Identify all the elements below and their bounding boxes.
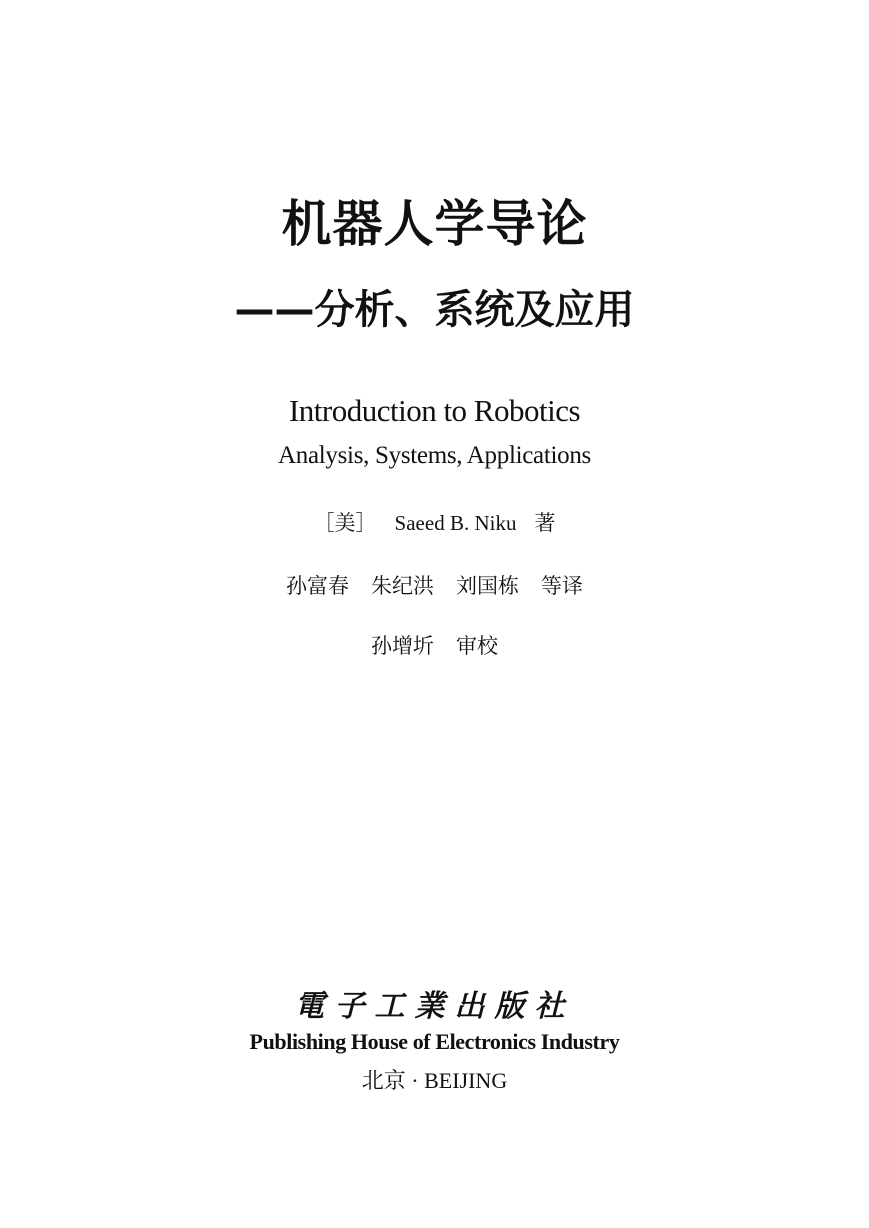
translator-name: 孙富春 <box>286 574 349 598</box>
book-title-chinese: 机器人学导论 <box>281 195 588 253</box>
publisher-name-chinese: 電子工業出版社 <box>294 989 575 1024</box>
author-nationality: ［美］ <box>313 511 377 535</box>
translators-line <box>0 568 869 604</box>
publisher-city: 北京 · BEIJING <box>361 1068 508 1093</box>
book-subtitle-english: Analysis, Systems, Applications <box>278 442 591 469</box>
book-title-english: Introduction to Robotics <box>288 393 581 428</box>
author-name: Saeed B. Niku <box>394 511 517 535</box>
translator-name: 刘国栋 <box>456 574 519 598</box>
reviewer-role: 审校 <box>456 634 498 658</box>
translators-role: 等译 <box>541 574 583 598</box>
author-role: 著 <box>534 511 556 535</box>
reviewer-name: 孙增圻 <box>371 634 434 658</box>
book-subtitle-chinese: ——分析、系统及应用 <box>234 287 635 333</box>
author-line <box>0 505 869 541</box>
publisher-name-english: Publishing House of Electronics Industry <box>249 1029 620 1054</box>
translator-name: 朱纪洪 <box>371 574 434 598</box>
reviewer-line <box>0 628 869 664</box>
